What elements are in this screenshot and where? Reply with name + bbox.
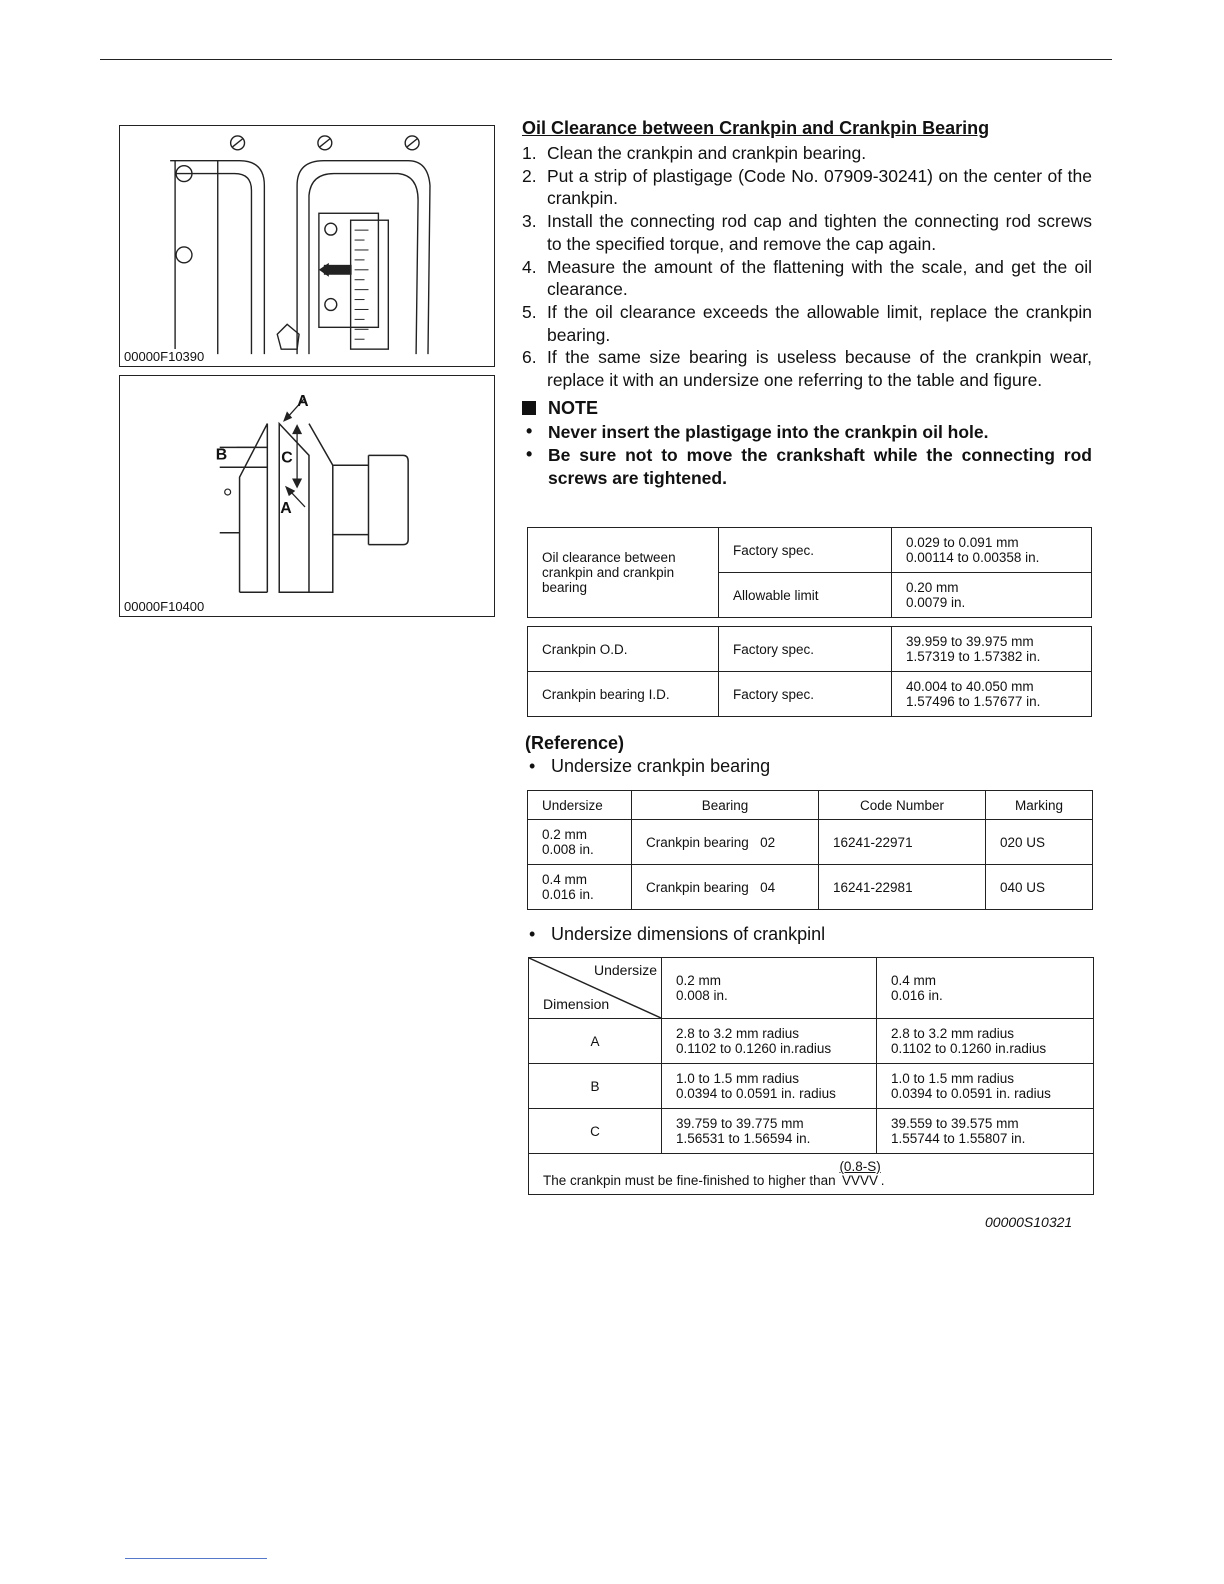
step-item (522, 301, 1092, 346)
step-item (522, 210, 1092, 255)
table-row (528, 820, 1093, 865)
value-line: 39.559 to 39.575 mm (891, 1116, 1019, 1131)
value-in: 1.57319 to 1.57382 in. (906, 649, 1041, 664)
bullet-text: Undersize crankpin bearing (551, 756, 771, 776)
spec-value (892, 627, 1092, 672)
reference-heading: (Reference) (525, 733, 625, 753)
value-line: 0.1102 to 0.1260 in.radius (676, 1041, 832, 1056)
bullet-text: Undersize dimensions of crankpinl (551, 924, 826, 944)
spec-item: Oil clearance between crankpin and crankpin bearing (528, 528, 719, 618)
finish-symbol-top: (0.8-S) (839, 1159, 881, 1174)
value-in: 0.0079 in. (906, 595, 966, 610)
label-a-top: A (297, 392, 309, 410)
column-header: Bearing (632, 791, 819, 820)
finish-note-row (529, 1154, 1094, 1195)
dimension-label: B (529, 1064, 662, 1109)
reference-bullet (529, 756, 770, 777)
note-title: NOTE (548, 397, 599, 418)
step-text: Clean the crankpin and crankpin bearing. (547, 143, 867, 163)
step-number: 3. (522, 211, 537, 232)
note-heading (522, 398, 1092, 419)
corner-bottom-label: Dimension (543, 996, 610, 1012)
bullet-icon: • (529, 924, 536, 944)
code-cell: 16241-22971 (819, 820, 986, 865)
note-square-icon (522, 401, 536, 415)
spec-value (892, 573, 1092, 618)
table-row (529, 1064, 1094, 1109)
value-line: 1.56531 to 1.56594 in. (676, 1131, 811, 1146)
step-number: 5. (522, 301, 537, 322)
undersize-cell (528, 865, 632, 910)
value-cell (877, 1064, 1094, 1109)
figure-plastigage-scale (119, 125, 495, 367)
marking-cell: 040 US (986, 865, 1093, 910)
finish-text: The crankpin must be fine-finished to higher than (543, 1173, 836, 1188)
footer-line (125, 1558, 267, 1559)
value-mm: 0.4 mm (542, 872, 588, 887)
step-item (522, 165, 1092, 210)
value-line: 0.0394 to 0.0591 in. radius (891, 1086, 1051, 1101)
code-cell: 16241-22981 (819, 865, 986, 910)
value-cell (877, 1019, 1094, 1064)
column-header (662, 958, 877, 1019)
spec-label: Factory spec. (719, 627, 892, 672)
reference-bullet (529, 924, 825, 945)
value-cell (662, 1109, 877, 1154)
column-header (877, 958, 1094, 1019)
bearing-cell: Crankpin bearing 04 (632, 865, 819, 910)
value-line: 2.8 to 3.2 mm radius (676, 1026, 800, 1041)
bullet-icon: • (529, 756, 536, 776)
spec-label: Factory spec. (719, 672, 892, 717)
value-in: 0.016 in. (542, 887, 594, 902)
spec-label: Factory spec. (719, 528, 892, 573)
value-in: 1.57496 to 1.57677 in. (906, 694, 1041, 709)
section-title: Oil Clearance between Crankpin and Crankpin Bearing (522, 118, 990, 138)
finish-symbol: VVVV (842, 1173, 879, 1188)
step-number: 6. (522, 347, 537, 368)
value-mm: 0.20 mm (906, 580, 959, 595)
value-in: 0.008 in. (676, 988, 728, 1003)
value-line: 2.8 to 3.2 mm radius (891, 1026, 1015, 1041)
value-in: 0.016 in. (891, 988, 943, 1003)
value-mm: 0.2 mm (542, 827, 588, 842)
value-mm: 0.2 mm (676, 973, 722, 988)
value-line: 1.0 to 1.5 mm radius (676, 1071, 800, 1086)
step-text: If the same size bearing is useless because of the crankpin wear, replace it with an undersize one referring to the table and figure. (547, 347, 1092, 391)
column-header: Marking (986, 791, 1093, 820)
crankpin-spec-table (527, 626, 1092, 717)
spec-item: Crankpin bearing I.D. (528, 672, 719, 717)
step-text: Install the connecting rod cap and tighten the connecting rod screws to the specified torque, and remove the cap again. (547, 211, 1092, 254)
value-cell (662, 1064, 877, 1109)
spec-value (892, 672, 1092, 717)
figure-code: 00000F10400 (124, 599, 205, 614)
step-item (522, 142, 1092, 165)
dimension-label: A (529, 1019, 662, 1064)
figure-code: 00000F10390 (124, 349, 205, 364)
corner-top-label: Undersize (593, 962, 657, 978)
finish-note (529, 1154, 1094, 1195)
value-mm: 40.004 to 40.050 mm (906, 679, 1034, 694)
value-mm: 0.029 to 0.091 mm (906, 535, 1019, 550)
finish-end: . (880, 1173, 885, 1188)
step-item (522, 256, 1092, 301)
label-a-bottom: A (280, 499, 292, 517)
value-cell (877, 1109, 1094, 1154)
figure-crankpin-dimensions (119, 375, 495, 617)
table-row (529, 1109, 1094, 1154)
bearing-cell: Crankpin bearing 02 (632, 820, 819, 865)
crankpin-illustration (120, 376, 494, 616)
note-list (522, 421, 1092, 490)
oil-clearance-spec-table (527, 527, 1092, 618)
document-code: 00000S10321 (985, 1214, 1073, 1230)
value-mm: 39.959 to 39.975 mm (906, 634, 1034, 649)
column-header: Code Number (819, 791, 986, 820)
step-number: 1. (522, 143, 537, 163)
value-line: 1.0 to 1.5 mm radius (891, 1071, 1015, 1086)
value-line: 0.1102 to 0.1260 in.radius (891, 1041, 1047, 1056)
header-rule (100, 59, 1112, 60)
value-line: 0.0394 to 0.0591 in. radius (676, 1086, 836, 1101)
step-text: Measure the amount of the flattening with the scale, and get the oil clearance. (547, 256, 1092, 300)
value-line: 1.55744 to 1.55807 in. (891, 1131, 1026, 1146)
value-in: 0.00114 to 0.00358 in. (906, 550, 1040, 565)
procedure-steps (522, 142, 1092, 392)
label-c: C (281, 449, 293, 467)
marking-cell: 020 US (986, 820, 1093, 865)
undersize-dimension-table (528, 957, 1094, 1195)
value-in: 0.008 in. (542, 842, 594, 857)
spec-item: Crankpin O.D. (528, 627, 719, 672)
diagonal-header-cell (529, 958, 662, 1019)
plastigage-illustration (120, 126, 494, 366)
spec-label: Allowable limit (719, 573, 892, 618)
table-row (528, 865, 1093, 910)
value-line: 39.759 to 39.775 mm (676, 1116, 804, 1131)
table-row (529, 1019, 1094, 1064)
surface-finish-symbol (839, 1160, 880, 1188)
undersize-bearing-table (527, 790, 1093, 910)
value-mm: 0.4 mm (891, 973, 937, 988)
step-item (522, 346, 1092, 391)
note-item: • Be sure not to move the crankshaft while the connecting rod screws are tightened. (522, 444, 1092, 490)
procedure-section (522, 118, 1092, 490)
dimension-label: C (529, 1109, 662, 1154)
column-header: Undersize (528, 791, 632, 820)
label-b: B (215, 446, 228, 464)
step-number: 4. (522, 256, 537, 277)
undersize-cell (528, 820, 632, 865)
value-cell (662, 1019, 877, 1064)
step-text: If the oil clearance exceeds the allowable limit, replace the crankpin bearing. (547, 301, 1092, 345)
step-text: Put a strip of plastigage (Code No. 07909-30241) on the center of the crankpin. (547, 165, 1092, 209)
step-number: 2. (522, 165, 537, 186)
note-item: • Never insert the plastigage into the crankpin oil hole. (522, 421, 1092, 444)
spec-value (892, 528, 1092, 573)
